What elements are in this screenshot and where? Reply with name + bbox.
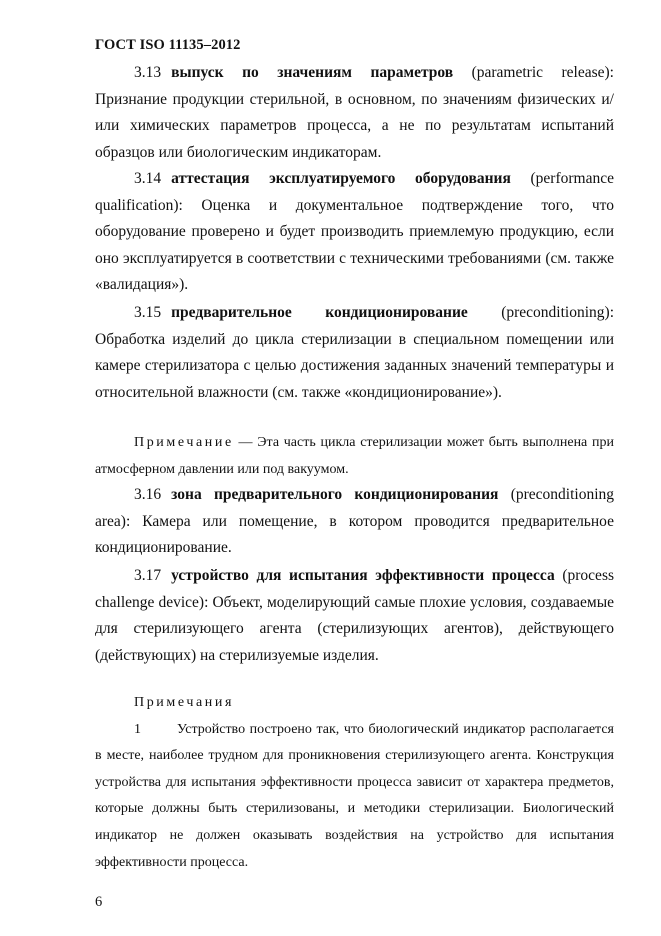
entry-3-15 xyxy=(95,300,614,406)
note-paragraph xyxy=(95,717,614,877)
entry-number: 3.17 xyxy=(134,567,162,584)
note-text: Эта часть цикла стерилизации может быть выполнена при атмосферном давлении или под вакуумом. xyxy=(95,435,615,477)
entry-definition: (parametric release): Признание продукции стерильной, в основном, по значениям физических и/или химических параметров процесса, а не по результатам испытаний образцов или биологическим индикаторам. xyxy=(95,64,614,161)
entry-paragraph xyxy=(95,300,614,406)
entry-number: 3.16 xyxy=(134,486,162,503)
entry-3-14 xyxy=(95,166,614,299)
entry-3-13 xyxy=(95,60,614,166)
entry-number: 3.13 xyxy=(134,64,162,81)
entry-3-17 xyxy=(95,563,614,669)
entry-term: предварительное кондиционирование xyxy=(171,304,468,321)
entry-term: аттестация эксплуатируемого оборудования xyxy=(171,170,511,187)
notes-title: Примечания xyxy=(134,695,235,710)
entry-definition: (preconditioning): Обработка изделий до цикла стерилизации в специальном помещении или камере стерилизатора с целью достижения заданных значений температуры и относительной влажности (см. также «кондиционирование»). xyxy=(95,304,614,401)
entry-3-16 xyxy=(95,482,614,562)
note-dash: — xyxy=(238,435,253,450)
entry-definition: (preconditioning area): Камера или помещение, в котором проводится предварительное кондиционирование. xyxy=(95,486,615,557)
entry-paragraph xyxy=(95,482,614,562)
entry-paragraph xyxy=(95,60,614,166)
note-text: Устройство построено так, что биологический индикатор располагается в месте, наиболее трудном для проникновения стерилизующего агента. Конструкция устройства для испытания эффективности процесса зависит от характера предметов, которые должны быть стерилизованы, и методики стерилизации. Биологический индикатор не должен оказывать воздействия на устройство для испытания эффективности процесса. xyxy=(95,721,614,870)
entry-definition: (process challenge device): Объект, моделирующий самые плохие условия, создаваемые для стерилизующего агента (стерилизующих агентов), действующего (действующих) на стерилизуемые изделия. xyxy=(95,567,615,664)
entry-number: 3.15 xyxy=(134,304,162,321)
entry-paragraph xyxy=(95,563,614,669)
entry-definition: (performance qualification): Оценка и документальное подтверждение того, что оборудование проверено и будет производить приемлемую продукцию, если оно эксплуатируется в соответствии с техническими требованиями (см. также «валидация»). xyxy=(95,170,614,294)
note-number: 1 xyxy=(134,721,141,737)
entry-paragraph xyxy=(95,166,614,299)
entry-number: 3.14 xyxy=(134,170,162,187)
note-paragraph xyxy=(95,430,614,483)
page-number: 6 xyxy=(95,894,103,910)
entry-term: устройство для испытания эффективности процесса xyxy=(171,567,555,584)
entry-term: выпуск по значениям параметров xyxy=(171,64,454,81)
note-label: Примечание xyxy=(134,435,234,450)
standard-header: ГОСТ ISO 11135–2012 xyxy=(95,37,241,53)
entry-term: зона предварительного кондиционирования xyxy=(171,486,499,503)
note-preconditioning xyxy=(95,430,614,483)
notes-section xyxy=(95,690,614,876)
